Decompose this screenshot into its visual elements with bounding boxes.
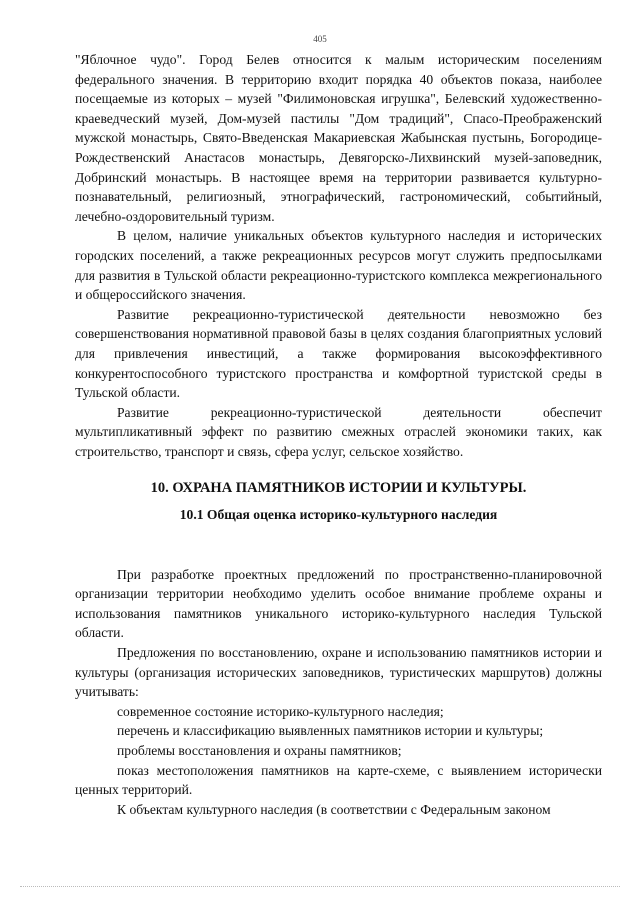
document-body	[75, 50, 602, 819]
section-heading: 10. ОХРАНА ПАМЯТНИКОВ ИСТОРИИ И КУЛЬТУРЫ.	[150, 480, 527, 497]
paragraph-continuation: "Яблочное чудо". Город Белев относится к малым историческим поселениям федерального значения. В территорию входит порядка 40 объектов показа, наиболее посещаемые из которых – музей "Филимоновская игрушка", Белевский художественно-краеведческий музей, Дом-музей пастилы "Дом традиций", Спасо-Преображенский мужской монастырь, Свято-Введенская Макариевская Жабынская пустынь, Богородице-Рождественский Анастасов монастырь, Девягорско-Лихвинский музей-заповедник, Добринский монастырь. В настоящее время на территории развивается культурно-познавательный, религиозный, этнографический, гастрономический, событийный, лечебно-оздоровительный туризм.	[75, 52, 602, 224]
paragraph: В целом, наличие уникальных объектов культурного наследия и исторических городских поселений, а также рекреационных ресурсов могут служить предпосылками для развития в Тульской области рекреационно-туристского комплекса межрегионального и общероссийского значения.	[75, 228, 602, 303]
page-number: 405	[313, 34, 327, 44]
paragraph: При разработке проектных предложений по пространственно-планировочной организации территории необходимо уделить особое внимание проблеме охраны и использования памятников уникального историко-культурного наследия Тульской области.	[75, 566, 602, 641]
paragraph: Предложения по восстановлению, охране и использованию памятников истории и культуры (организация исторических заповедников, туристических маршрутов) должны учитывать:	[75, 645, 602, 700]
paragraph: Развитие рекреационно-туристической деятельности невозможно без совершенствования нормативной правовой базы в целях создания благоприятных условий для привлечения инвестиций, а также формирования высокоэффективного конкурентоспособного туристского пространства и комфортной туристской среды в Тульской области.	[75, 306, 602, 401]
subsection-heading: 10.1 Общая оценка историко-культурного наследия	[179, 507, 498, 523]
list-item: проблемы восстановления и охраны памятников;	[117, 743, 402, 758]
paragraph-truncated: К объектам культурного наследия (в соответствии с Федеральным законом	[117, 801, 551, 817]
list-item: перечень и классификацию выявленных памятников истории и культуры;	[117, 723, 544, 739]
scan-footer-rule	[20, 886, 620, 887]
list-item: показ местоположения памятников на карте-схеме, с выявлением исторически ценных территорий.	[75, 762, 602, 798]
list-item: современное состояние историко-культурного наследия;	[117, 703, 444, 719]
paragraph: Развитие рекреационно-туристической деятельности обеспечит мультипликативный эффект по развитию смежных отраслей экономики таких, как строительство, транспорт и связь, сфера услуг, сельское хозяйство.	[75, 404, 602, 459]
